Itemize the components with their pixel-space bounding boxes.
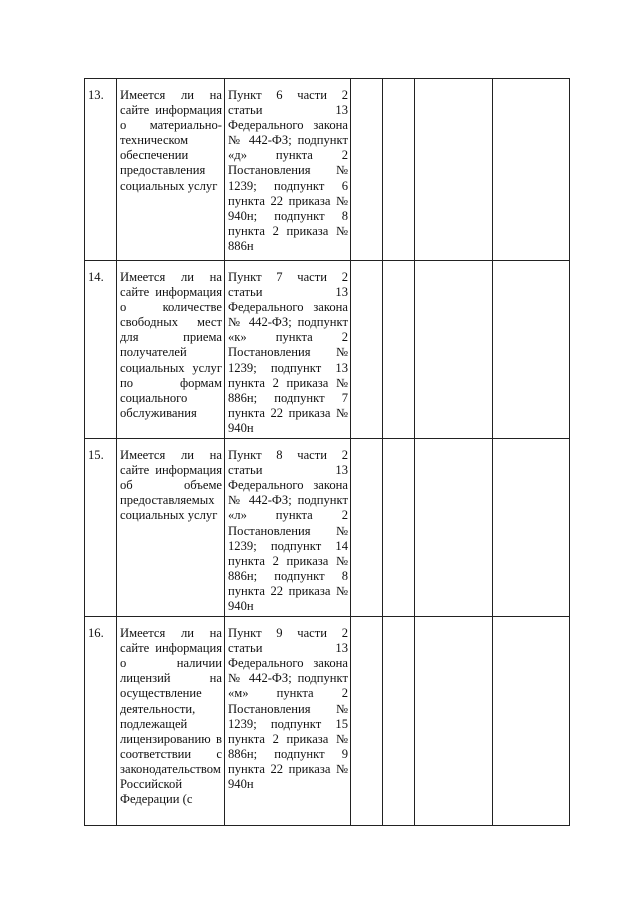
empty-cell	[383, 79, 415, 261]
empty-cell	[493, 439, 570, 617]
legal-reference-cell: Пункт 8 части 2 статьи 13 Федерального закона № 442-ФЗ; подпункт «л» пункта 2 Постановления № 1239; подпункт 14 пункта 2 приказа № 886н; подпункт 8 пункта 22 приказа № 940н	[225, 439, 351, 617]
row-number: 15.	[85, 439, 117, 617]
empty-cell	[493, 617, 570, 826]
empty-cell	[493, 79, 570, 261]
empty-cell	[351, 439, 383, 617]
empty-cell	[351, 617, 383, 826]
table-row	[85, 439, 570, 617]
empty-cell	[415, 617, 493, 826]
row-number: 13.	[85, 79, 117, 261]
question-cell: Имеется ли на сайте информация о материально-техническом обеспечении предоставления социальных услуг	[117, 79, 225, 261]
empty-cell	[383, 261, 415, 439]
empty-cell	[351, 79, 383, 261]
empty-cell	[415, 261, 493, 439]
question-cell: Имеется ли на сайте информация об объеме предоставляемых социальных услуг	[117, 439, 225, 617]
row-number: 16.	[85, 617, 117, 826]
empty-cell	[383, 439, 415, 617]
empty-cell	[415, 79, 493, 261]
requirements-table	[84, 78, 570, 826]
table-row	[85, 617, 570, 826]
empty-cell	[493, 261, 570, 439]
question-cell: Имеется ли на сайте информация о наличии лицензий на осуществление деятельности, подлежащей лицензированию в соответствии с законодательством Российской Федерации (с	[117, 617, 225, 826]
legal-reference-cell: Пункт 9 части 2 статьи 13 Федерального закона № 442-ФЗ; подпункт «м» пункта 2 Постановления № 1239; подпункт 15 пункта 2 приказа № 886н; подпункт 9 пункта 22 приказа № 940н	[225, 617, 351, 826]
empty-cell	[383, 617, 415, 826]
empty-cell	[415, 439, 493, 617]
question-cell: Имеется ли на сайте информация о количестве свободных мест для приема получателей социальных услуг по формам социального обслуживания	[117, 261, 225, 439]
row-number: 14.	[85, 261, 117, 439]
legal-reference-cell: Пункт 6 части 2 статьи 13 Федерального закона № 442-ФЗ; подпункт «д» пункта 2 Постановления № 1239; подпункт 6 пункта 22 приказа № 940н; подпункт 8 пункта 2 приказа № 886н	[225, 79, 351, 261]
table-row	[85, 79, 570, 261]
table-row	[85, 261, 570, 439]
legal-reference-cell: Пункт 7 части 2 статьи 13 Федерального закона № 442-ФЗ; подпункт «к» пункта 2 Постановления № 1239; подпункт 13 пункта 2 приказа № 886н; подпункт 7 пункта 22 приказа № 940н	[225, 261, 351, 439]
empty-cell	[351, 261, 383, 439]
